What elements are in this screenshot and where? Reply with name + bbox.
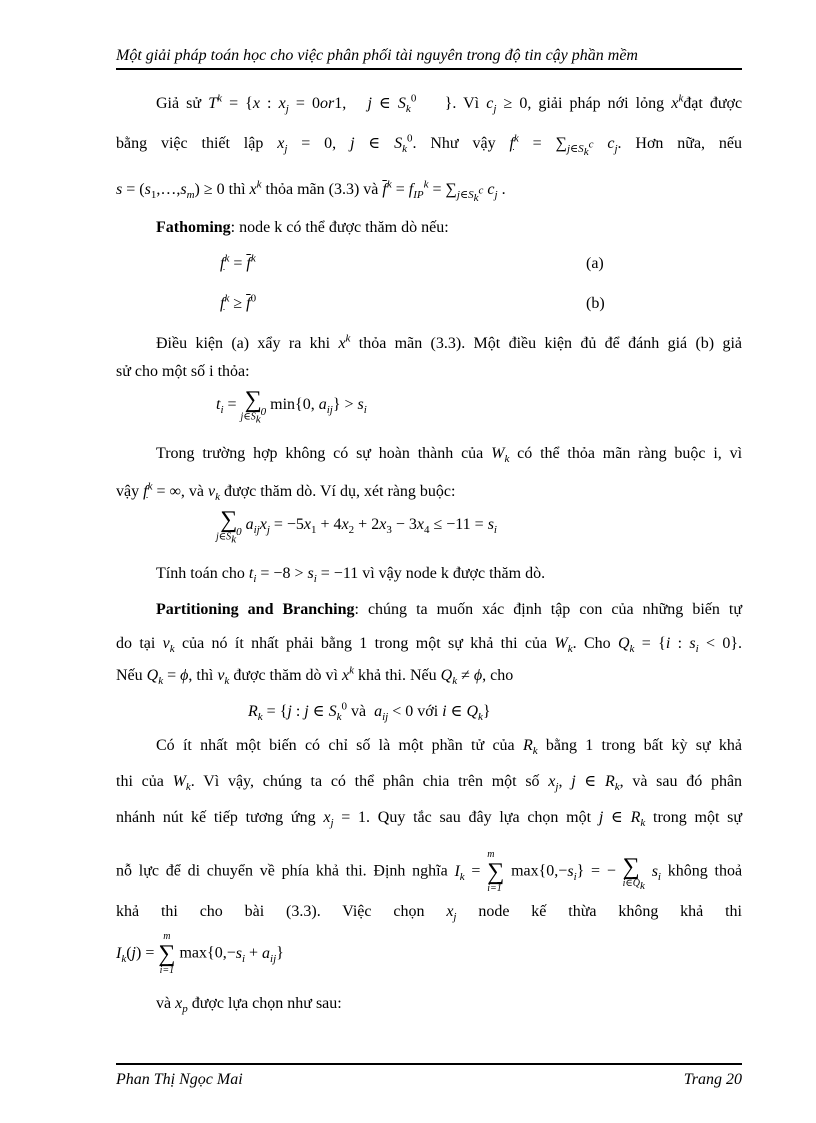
paragraph-line: do tại $v_k$ của nó ít nhất phải bằng 1 trong một sự khả thi của $W_k$. Cho $Q_k = \{i$ : $s_i < 0$}. xyxy=(116,635,743,656)
footer-page-number: Trang 20 xyxy=(683,1071,742,1088)
footer-rule xyxy=(116,1063,742,1065)
header-rule xyxy=(116,68,742,70)
paragraph-line: $s = (s_1,\dots,s_m) \ge 0$ thì $x^k$ thỏa mãn (3.3) và $\overline{f}^k = f_{IP}^k = \sum_{j\in S_k^c}$ $c_j$ . xyxy=(116,178,506,205)
paragraph-line: nỗ lực để di chuyển về phía khả thi. Định nghĩa $I_k$ = m ∑ i=1 $\max\{0,-s_i\}$ = − ∑ $i\in Q_k$ $s_i$ không thoả xyxy=(116,849,743,894)
equation-label-a: (a) xyxy=(586,255,604,272)
paragraph-line: Điều kiện (a) xẩy ra khi $x^k$ thỏa mãn (3.3). Một điều kiện đủ để đánh giá (b) giả xyxy=(156,332,743,352)
paragraph-line: Fathoming: node k có thể được thăm dò nếu: xyxy=(156,219,449,236)
paragraph-line: Partitioning and Branching: chúng ta muốn xác định tập con của những biến tự xyxy=(156,601,742,618)
paragraph-line: Nếu $Q_k = \phi$, thì $v_k$ được thăm dò vì $x^k$ khả thi. Nếu $Q_k \ne \phi$, cho xyxy=(116,664,514,688)
equation-b: $f^k \ge \overline{f}^0$ xyxy=(220,292,257,312)
equation-a: $f^k = \overline{f}^k$ xyxy=(220,252,256,272)
paragraph-line: và $x_p$ được lựa chọn như sau: xyxy=(156,995,342,1016)
paragraph-line: Giả sử $T^k = \{x$ : $x_j = 0or1$, j ∈ $S_k^0$ }. Vì $c_j \ge 0$, giải pháp nới lỏng $x^kđạt$ được xyxy=(156,92,743,116)
paragraph-line: thi của $W_k$. Vì vậy, chúng ta có thể phân chia trên một số $x_j$, j ∈ $R_k$, và sau đó phân xyxy=(116,773,743,794)
paragraph-line: bằng việc thiết lập $x_j = 0$, j ∈ $S_k^0$. Như vậy $f^k = \sum_{j\in S_k^c}$ $c_j$. Hơn nữa, nếu xyxy=(116,132,743,159)
paragraph-line: nhánh nút kế tiếp tương ứng $x_j = 1$. Quy tắc sau đây lựa chọn một j ∈ $R_k$ trong một sự xyxy=(116,809,743,830)
equation-label-b: (b) xyxy=(586,295,605,312)
page-footer xyxy=(116,1070,742,1090)
paragraph-line: Trong trường hợp không có sự hoàn thành của $W_k$ có thể thỏa mãn ràng buộc i, vì xyxy=(156,445,743,466)
paragraph-line: Tính toán cho $t_i = -8 > s_i = -11$ vì vậy node k được thăm dò. xyxy=(156,565,546,586)
paragraph-line: khả thi cho bài (3.3). Việc chọn $x_j$ node kế thừa không khả thi xyxy=(116,903,743,924)
equation-rk: $R_k = \{j$ : j ∈ $S_k^0$ và $a_{ij} < 0$ với i ∈ $Q_k$} xyxy=(248,700,491,724)
paragraph-line: vậy $f^k$ = ∞, và $v_k$ được thăm dò. Ví dụ, xét ràng buộc: xyxy=(116,480,456,504)
paragraph-line: Có ít nhất một biến có chỉ số là một phần tử của $R_k$ bằng 1 trong bất kỳ sự khả xyxy=(156,737,742,758)
equation-constraint: ∑ $j\in S_k^0$ $a_{ij}x_j = -5x_1 + 4x_2 + 2x_3 - 3x_4 \le -11 = s_i$ xyxy=(216,507,497,546)
paragraph-line: sử cho một số i thỏa: xyxy=(116,363,250,380)
equation-ti: $t_i$ = ∑ $j\in S_k^0$ min{0, $a_{ij}\} > s_i$ xyxy=(216,387,367,426)
equation-ikj: $I_k(j)$ = m ∑ i=1 $\max\{0,-s_i + a_{ij}\}$ xyxy=(116,931,284,976)
page-header: Một giải pháp toán học cho việc phân phối tài nguyên trong độ tin cậy phần mềm xyxy=(116,47,638,64)
footer-author: Phan Thị Ngọc Mai xyxy=(116,1071,243,1088)
